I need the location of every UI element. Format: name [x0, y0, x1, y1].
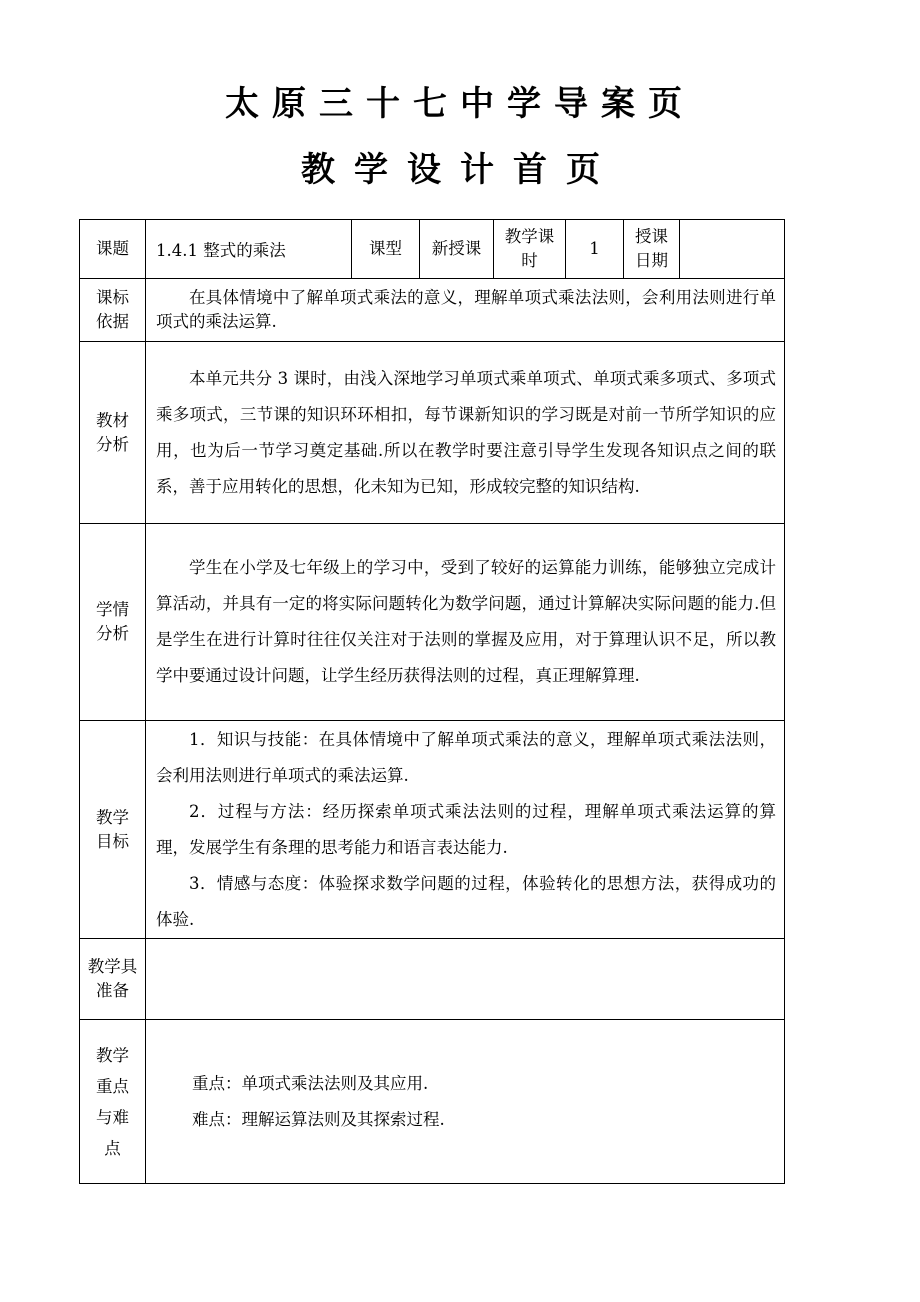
- type-value: 新授课: [420, 220, 494, 279]
- page-subtitle: 教学设计首页: [301, 150, 619, 190]
- goals-label-text: 教学目标: [95, 807, 129, 851]
- tools-content: [146, 939, 785, 1020]
- keypoints-content: [146, 1020, 785, 1184]
- material-text: 本单元共分 3 课时，由浅入深地学习单项式乘单项式、单项式乘多项式、多项式乘多项式，三节课的知识环环相扣，每节课新知识的学习既是对前一节所学知识的应用，也为后一节学习奠定基础.所以在教学时要注意引导学生发现各知识点之间的联系，善于应用转化的思想，化未知为已知，形成较完整的知识结构.: [156, 368, 776, 496]
- students-label-text: 学情分析: [95, 600, 129, 643]
- goal-item: 3．情感与态度：体验探求数学问题的过程，体验转化的思想方法，获得成功的体验.: [156, 873, 776, 929]
- date-value: [680, 220, 785, 279]
- type-label: 课型: [352, 220, 420, 279]
- topic-label: 课题: [80, 220, 146, 279]
- keypoints-label: [80, 1020, 146, 1184]
- table-row: [80, 1020, 785, 1184]
- goal-item: 1．知识与技能：在具体情境中了解单项式乘法的意义，理解单项式乘法法则，会利用法则进行单项式的乘法运算.: [156, 729, 776, 785]
- material-content: [146, 342, 785, 524]
- table-row: [80, 524, 785, 721]
- hours-value: 1: [566, 220, 624, 279]
- standard-text: 在具体情境中了解单项式乘法的意义，理解单项式乘法法则，会利用法则进行单项式的乘法运算.: [156, 288, 776, 331]
- keypoints-label-text: 教学重点与难点: [95, 1045, 129, 1158]
- page-title: 太原三十七中学导案页: [225, 84, 695, 124]
- hours-label: 教学课时: [494, 220, 566, 279]
- table-row: [80, 721, 785, 939]
- students-text: 学生在小学及七年级上的学习中，受到了较好的运算能力训练，能够独立完成计算活动，并具有一定的将实际问题转化为数学问题，通过计算解决实际问题的能力.但是学生在进行计算时往往仅关注对于法则的掌握及应用，对于算理认识不足，所以教学中要通过设计问题，让学生经历获得法则的过程，真正理解算理.: [156, 558, 776, 685]
- table-row: [80, 279, 785, 342]
- table-row: [80, 342, 785, 524]
- table-row: [80, 220, 785, 279]
- topic-value: 1.4.1 整式的乘法: [146, 220, 352, 279]
- standard-content: [146, 279, 785, 342]
- lesson-plan-table: [79, 219, 785, 1184]
- material-label: [80, 342, 146, 524]
- tools-label-text: 教学具准备: [87, 957, 138, 1000]
- material-label-text: 教材分析: [95, 410, 129, 454]
- difficulty-text: 难点：理解运算法则及其探索过程.: [192, 1109, 445, 1129]
- date-label: 授课日期: [624, 220, 680, 279]
- focus-text: 重点：单项式乘法法则及其应用.: [192, 1073, 429, 1093]
- students-content: [146, 524, 785, 721]
- goal-item: 2．过程与方法：经历探索单项式乘法法则的过程，理解单项式乘法运算的算理，发展学生有条理的思考能力和语言表达能力.: [156, 801, 776, 857]
- standard-label: [80, 279, 146, 342]
- students-label: [80, 524, 146, 721]
- goals-content: [146, 721, 785, 939]
- table-row: [80, 939, 785, 1020]
- goals-label: [80, 721, 146, 939]
- tools-label: [80, 939, 146, 1020]
- standard-label-text: 课标依据: [95, 288, 129, 331]
